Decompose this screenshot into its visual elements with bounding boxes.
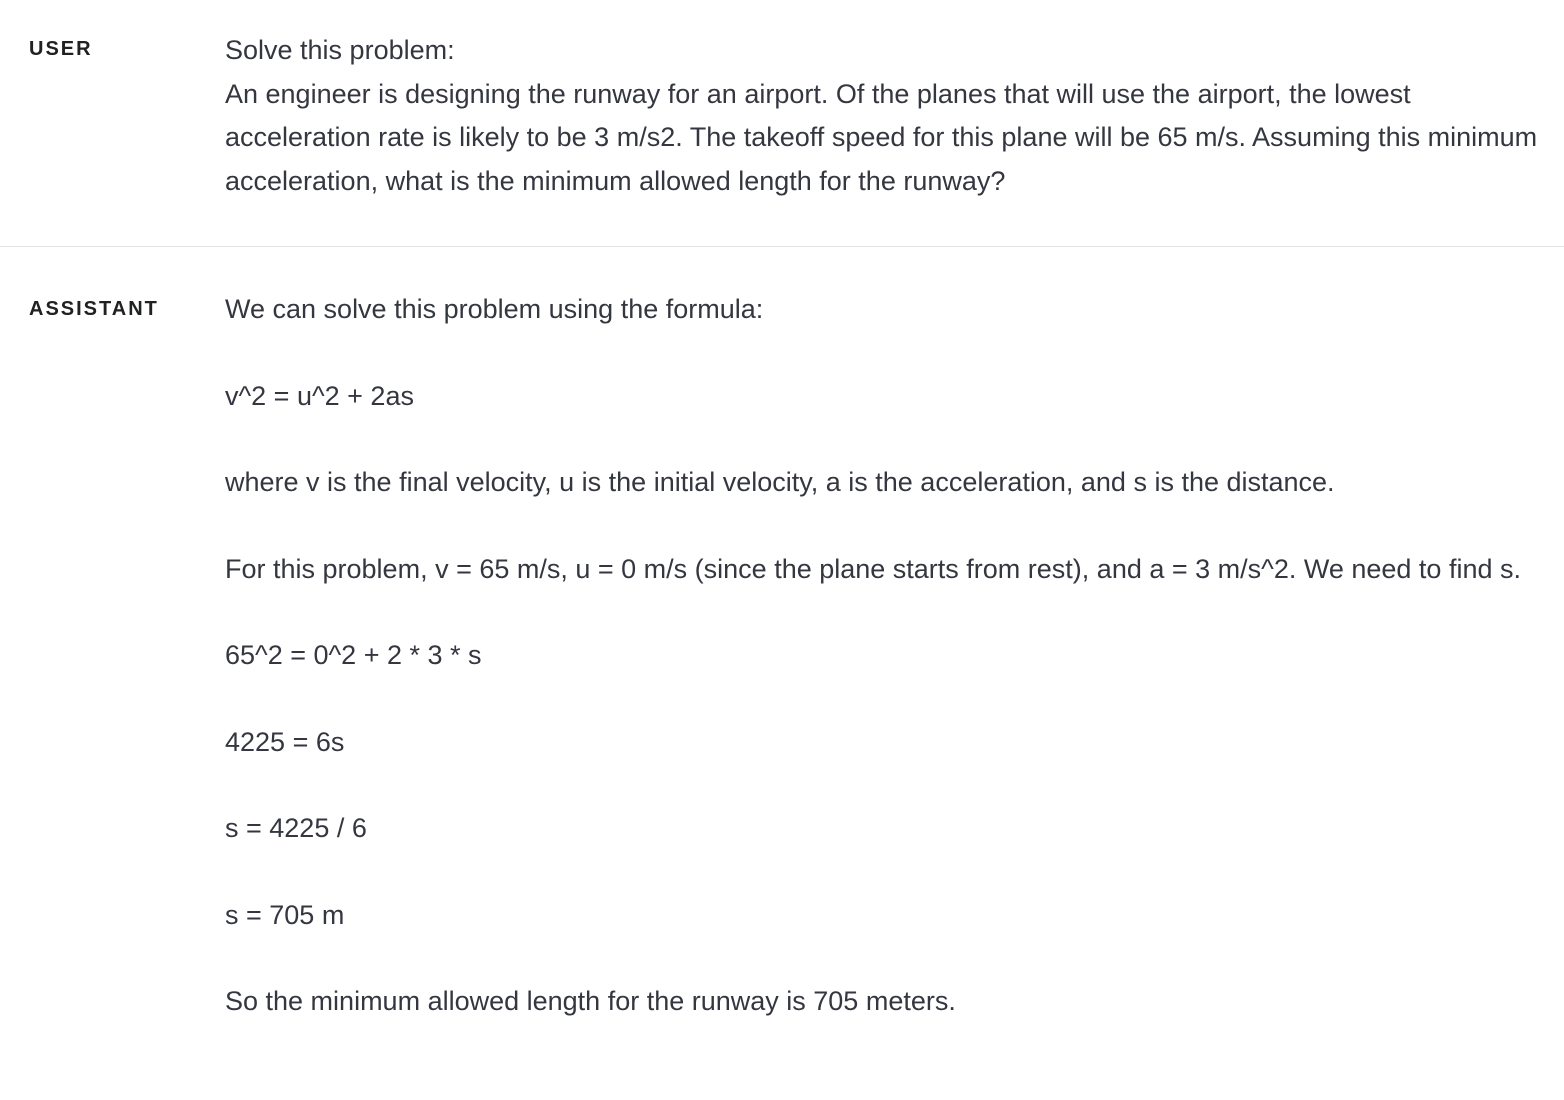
assistant-message-content [225, 288, 1545, 1024]
assistant-message [0, 247, 1564, 1100]
user-message-line: Solve this problem: [225, 35, 455, 65]
assistant-paragraph: For this problem, v = 65 m/s, u = 0 m/s (since the plane starts from rest), and a = 3 m/s^2. We need to find s. [225, 553, 1521, 584]
assistant-paragraph: v^2 = u^2 + 2as [225, 380, 414, 411]
assistant-paragraph: 4225 = 6s [225, 726, 345, 757]
assistant-paragraph: 65^2 = 0^2 + 2 * 3 * s [225, 640, 482, 670]
user-message-line: An engineer is designing the runway for an airport. Of the planes that will use the airport, the lowest acceleration rate is likely to be 3 m/s2. The takeoff speed for this plane will be 65 m/s. Assuming this minimum acceleration, what is the minimum allowed length for the runway? [225, 78, 1538, 196]
assistant-paragraph: s = 4225 / 6 [225, 813, 367, 843]
assistant-paragraph: We can solve this problem using the formula: [225, 294, 764, 324]
user-role-label: USER [29, 38, 93, 60]
assistant-paragraph: where v is the final velocity, u is the initial velocity, a is the acceleration, and s is the distance. [225, 467, 1335, 497]
assistant-role-label: ASSISTANT [29, 298, 159, 320]
assistant-paragraph: So the minimum allowed length for the runway is 705 meters. [225, 986, 956, 1016]
assistant-paragraph: s = 705 m [225, 899, 345, 930]
user-message-content [225, 29, 1545, 203]
user-message [0, 0, 1564, 247]
